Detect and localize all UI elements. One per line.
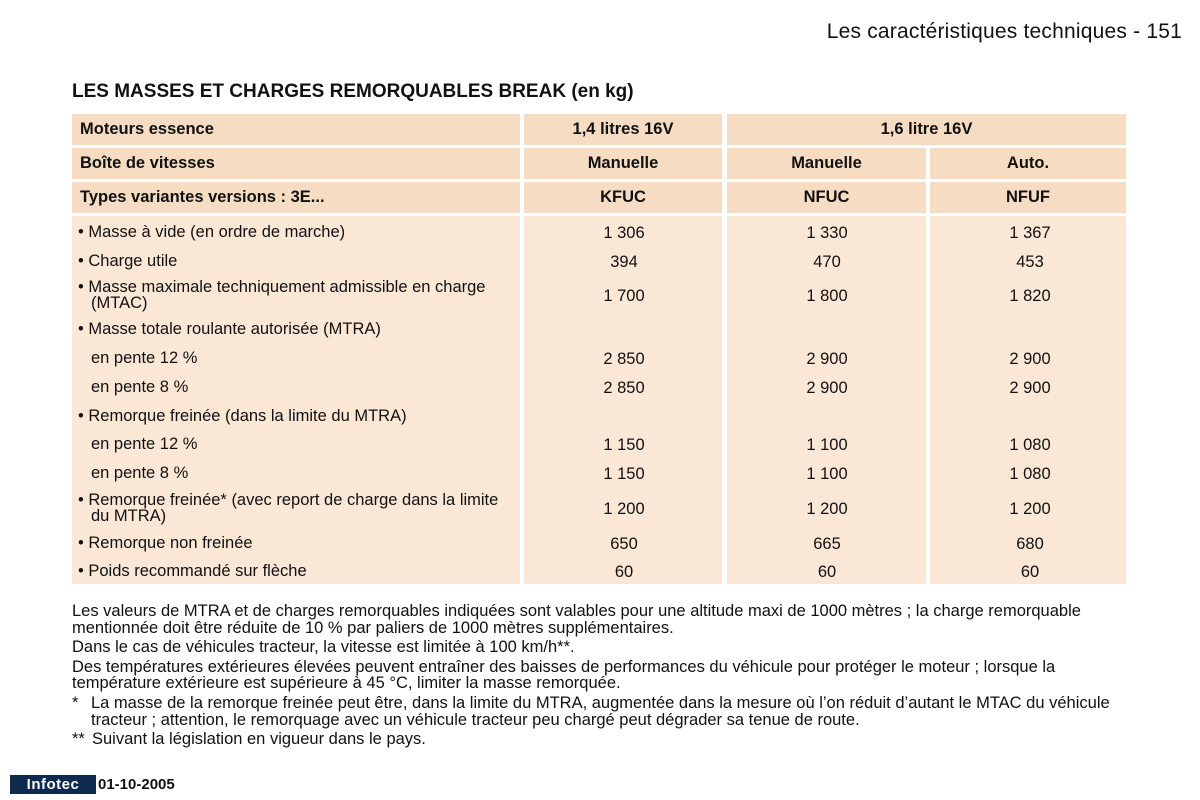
row-value-1: 650 — [610, 535, 638, 553]
row-value-1: 1 150 — [603, 436, 645, 454]
row-label: • Poids recommandé sur flèche — [78, 562, 307, 580]
row-label: • Charge utile — [78, 252, 178, 270]
row-value-1: 2 850 — [603, 379, 645, 397]
row-value-1: 1 150 — [603, 465, 645, 483]
table-row — [72, 371, 1126, 400]
row-value-3: 1 080 — [1009, 436, 1051, 454]
row-value-2: 665 — [813, 535, 841, 553]
table-row — [72, 428, 1126, 457]
row-value-2: 470 — [813, 253, 841, 271]
row-value-3: 2 900 — [1009, 379, 1051, 397]
table-row — [72, 244, 1126, 272]
notes — [72, 603, 1132, 751]
row-value-3: 680 — [1016, 535, 1044, 553]
row-value-2: 1 100 — [806, 465, 848, 483]
row-value-3: 453 — [1016, 253, 1044, 271]
header-engine-label: Moteurs essence — [72, 114, 520, 145]
row-value-3: 2 900 — [1009, 350, 1051, 368]
header-gearbox-1: Manuelle — [524, 148, 722, 179]
page-header: Les caractéristiques techniques - 151 — [826, 20, 1182, 43]
row-value-2: 60 — [817, 563, 837, 581]
footer-date: 01-10-2005 — [98, 776, 175, 793]
footnote-2-text: Suivant la législation en vigueur dans le pays. — [92, 730, 426, 749]
note-paragraph: Des températures extérieures élevées peuvent entraîner des baisses de performances du véhicule pour protéger le moteur ; lorsque la température extérieure est supérieure à 45 °C, limiter la masse remorquée. — [72, 657, 1056, 693]
row-value-2: 1 100 — [806, 436, 848, 454]
footnote-1 — [72, 695, 1132, 728]
table-body — [72, 216, 1126, 584]
header-types-3: NFUF — [930, 182, 1126, 213]
row-value-2: 1 330 — [806, 224, 848, 242]
table-row — [72, 557, 1126, 584]
table-header-types-row — [72, 182, 1126, 216]
header-types-label: Types variantes versions : 3E... — [72, 182, 520, 213]
note-paragraph: Dans le cas de véhicules tracteur, la vitesse est limitée à 100 km/h**. — [72, 638, 575, 657]
row-label: en pente 8 % — [91, 378, 189, 396]
row-label: en pente 8 % — [91, 464, 189, 482]
header-types-2: NFUC — [727, 182, 926, 213]
header-engine-2: 1,6 litre 16V — [727, 114, 1126, 145]
row-value-1: 60 — [614, 563, 634, 581]
table-row — [72, 529, 1126, 557]
row-value-3: 1 820 — [1009, 287, 1051, 305]
header-gearbox-3: Auto. — [930, 148, 1126, 179]
note-paragraph: Les valeurs de MTRA et de charges remorquables indiquées sont valables pour une altitude maxi de 1000 mètres ; la charge remorquable mentionnée doit être réduite de 10 % par paliers de 1000 mètres supplémentaires. — [72, 602, 1081, 637]
spec-table — [72, 114, 1126, 584]
row-label: en pente 12 % — [91, 435, 198, 453]
footnote-2-mark: ** — [72, 730, 85, 749]
row-value-1: 1 200 — [603, 500, 645, 518]
footnote-1-mark: * — [72, 693, 79, 712]
row-value-3: 60 — [1020, 563, 1040, 581]
table-header-engine-row — [72, 114, 1126, 148]
row-value-3: 1 367 — [1009, 224, 1051, 242]
table-header-gearbox-row — [72, 148, 1126, 182]
table-row — [72, 400, 1126, 428]
header-gearbox-label: Boîte de vitesses — [72, 148, 520, 179]
infotec-logo: Infotec — [10, 775, 96, 794]
table-row — [72, 216, 1126, 244]
header-types-1: KFUC — [524, 182, 722, 213]
row-label: • Remorque non freinée — [78, 534, 253, 552]
row-label: • Masse maximale techniquement admissible en charge (MTAC) — [78, 278, 486, 312]
row-value-2: 2 900 — [806, 350, 848, 368]
row-value-1: 2 850 — [603, 350, 645, 368]
row-label: • Remorque freinée* (avec report de charge dans la limite du MTRA) — [78, 491, 499, 525]
footnote-1-text: La masse de la remorque freinée peut être, dans la limite du MTRA, augmentée dans la mesure où l’on réduit d’autant le MTAC du véhicule tracteur ; attention, le remorquage avec un véhicule tracteur peu chargé peut dégrader sa tenue de route. — [91, 693, 1110, 729]
table-row — [72, 314, 1126, 342]
row-value-3: 1 080 — [1009, 465, 1051, 483]
row-value-2: 1 200 — [806, 500, 848, 518]
row-value-1: 394 — [610, 253, 638, 271]
row-value-1: 1 700 — [603, 287, 645, 305]
table-row — [72, 485, 1126, 529]
row-label: • Remorque freinée (dans la limite du MTRA) — [78, 407, 407, 425]
table-row — [72, 457, 1126, 485]
header-gearbox-2: Manuelle — [727, 148, 926, 179]
row-value-1: 1 306 — [603, 224, 645, 242]
row-label: • Masse totale roulante autorisée (MTRA) — [78, 320, 381, 338]
table-row — [72, 272, 1126, 314]
footnote-2 — [72, 731, 1132, 748]
table-row — [72, 342, 1126, 371]
row-label: • Masse à vide (en ordre de marche) — [78, 223, 346, 241]
section-title: LES MASSES ET CHARGES REMORQUABLES BREAK (en kg) — [72, 81, 634, 102]
header-engine-1: 1,4 litres 16V — [524, 114, 722, 145]
row-value-3: 1 200 — [1009, 500, 1051, 518]
row-label: en pente 12 % — [91, 349, 198, 367]
row-value-2: 2 900 — [806, 379, 848, 397]
row-value-2: 1 800 — [806, 287, 848, 305]
